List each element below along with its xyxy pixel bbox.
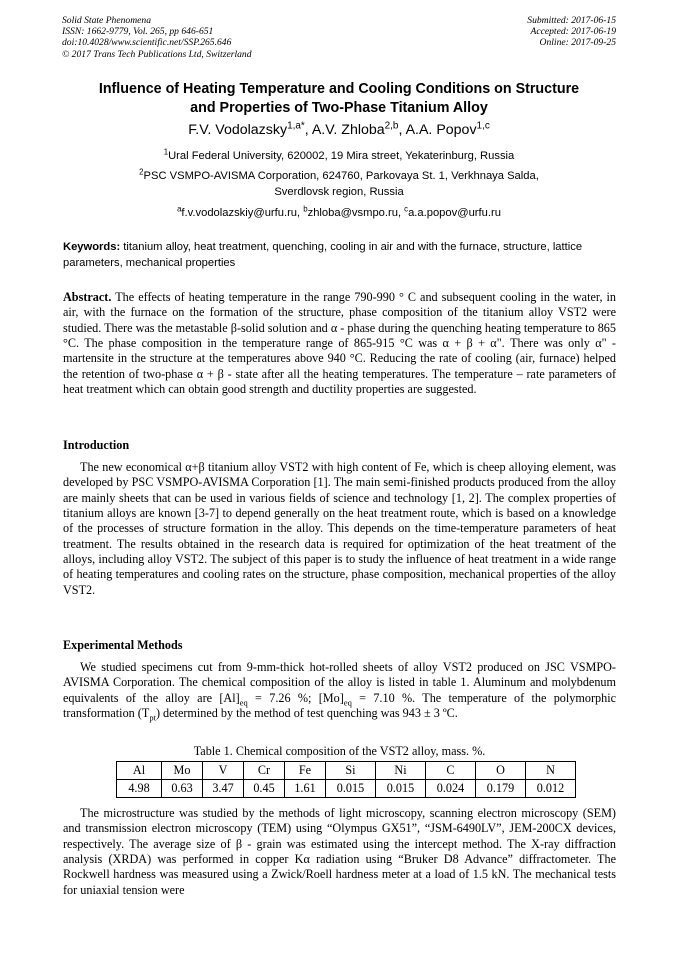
introduction-paragraph: The new economical α+β titanium alloy VST2 with high content of Fe, which is cheep alloying element, was developed by PSC VSMPO-AVISMA Corporation [1]. The main semi-finished products produced from the alloy are mainly sheets that can be used in various fields of science and technology [1, 2]. The complex properties of titanium alloys are known [3-7] to depend generally on the heat treatment route, which is based on a knowledge of the processes of structure formation in the alloy. This depends on the time-temperature parameters of heat treatment. The results obtained in the research data is required for optimization of the heat treatment of the alloys, including alloy VST2. The subject of this paper is to study the influence of heat treatment in a wide range of heating temperatures and cooling rates on the structure, phase composition, mechanical properties of the alloy VST2. bbox=[63, 460, 616, 597]
table-row bbox=[117, 780, 576, 798]
issn-line: ISSN: 1662-9779, Vol. 265, pp 646-651 bbox=[62, 26, 214, 38]
author-affil-mark: 2,b bbox=[384, 120, 399, 132]
dates-header bbox=[527, 15, 616, 49]
subscript-pt: pt bbox=[149, 712, 156, 723]
author-name: F.V. Vodolazsky bbox=[188, 122, 288, 138]
table-cell: 1.61 bbox=[285, 780, 326, 798]
table-cell: 3.47 bbox=[203, 780, 244, 798]
email-mark: b bbox=[303, 204, 308, 214]
accepted-date: Accepted: 2017-06-19 bbox=[530, 26, 616, 38]
author-affil-mark: 1,a* bbox=[287, 120, 305, 132]
table-cell: 0.012 bbox=[526, 780, 576, 798]
experimental-text: = 7.26 %; [Mo] bbox=[247, 690, 344, 705]
table-caption: Table 1. Chemical composition of the VST2 alloy, mass. %. bbox=[193, 744, 486, 758]
affiliation-1 bbox=[40, 148, 638, 164]
experimental-text: We studied specimens cut from 9-mm-thick hot-rolled sheets of alloy VST2 produced on JSC VSMPO-AVISMA Corporation. The chemical composition of the alloy is listed in table 1. Aluminum and molybdenum equivalents of the alloy are [Al] bbox=[63, 660, 616, 705]
table-header-cell: Si bbox=[326, 762, 376, 780]
email-text: f.v.vodolazskiy@urfu.ru, bbox=[181, 207, 304, 219]
experimental-heading: Experimental Methods bbox=[63, 638, 183, 652]
table-cell: 0.45 bbox=[244, 780, 285, 798]
table-header-cell: Cr bbox=[244, 762, 285, 780]
paper-title bbox=[40, 80, 638, 118]
experimental-paragraph bbox=[63, 660, 616, 721]
table-header-cell: Ni bbox=[376, 762, 426, 780]
keywords-text: titanium alloy, heat treatment, quenching, cooling in air and with the furnace, structure, lattice parameters, mechanical properties bbox=[63, 241, 583, 269]
journal-header bbox=[62, 15, 252, 60]
table-cell: 0.63 bbox=[162, 780, 203, 798]
abstract-text: The effects of heating temperature in the range 790-990 ° C and subsequent cooling in the water, in air, with the furnace on the formation of the structure, phase composition of the titanium alloy VST2 were studied. There was the metastable β-solid solution and α - phase during the quenching heating temperature to 865 °C. The phase composition in the temperature range of 865-915 °C was α + β + α". There was only α" - martensite in the structure at the temperatures above 940 °C. Reducing the rate of cooling (air, furnace) helped the retention of two-phase α + β - state after all the heating temperatures. The temperature – rate parameters of heat treatment which can obtain good strength and ductility properties are suggested. bbox=[63, 290, 616, 397]
table-header-cell: O bbox=[476, 762, 526, 780]
affil-mark: 2 bbox=[139, 167, 144, 177]
experimental-text: ) determined by the method of test quenching was 943 ± 3 ºC. bbox=[155, 706, 458, 721]
table-cell: 0.015 bbox=[326, 780, 376, 798]
table-header-cell: Mo bbox=[162, 762, 203, 780]
abstract bbox=[63, 290, 616, 397]
affil-text: Ural Federal University, 620002, 19 Mira street, Yekaterinburg, Russia bbox=[168, 150, 515, 162]
email-list bbox=[40, 205, 638, 221]
table-cell: 0.179 bbox=[476, 780, 526, 798]
submitted-date: Submitted: 2017-06-15 bbox=[527, 15, 616, 26]
table-cell: 0.015 bbox=[376, 780, 426, 798]
table-header-row bbox=[117, 762, 576, 780]
table-header-cell: V bbox=[203, 762, 244, 780]
author-name: A.A. Popov bbox=[405, 122, 477, 138]
subscript-eq: eq bbox=[343, 697, 352, 708]
subscript-eq: eq bbox=[239, 697, 248, 708]
doi-line: doi:10.4028/www.scientific.net/SSP.265.646 bbox=[62, 37, 232, 49]
abstract-label: Abstract. bbox=[63, 290, 112, 304]
table-header-cell: N bbox=[526, 762, 576, 780]
affil-text: Sverdlovsk region, Russia bbox=[274, 186, 404, 198]
author-name: A.V. Zhloba bbox=[311, 122, 385, 138]
affil-text: PSC VSMPO-AVISMA Corporation, 624760, Parkovaya St. 1, Verkhnaya Salda, bbox=[143, 170, 539, 182]
title-line-2: and Properties of Two-Phase Titanium Alloy bbox=[190, 100, 488, 116]
experimental-text: = 7.10 %. The temperature of the polymorphic transformation (T bbox=[63, 690, 616, 721]
table-cell: 4.98 bbox=[117, 780, 162, 798]
table-header-cell: Al bbox=[117, 762, 162, 780]
table-header-cell: Fe bbox=[285, 762, 326, 780]
microstructure-paragraph: The microstructure was studied by the methods of light microscopy, scanning electron microscopy (SEM) and transmission electron microscopy (TEM) using “Olympus GX51”, “JSM-6490LV”, JEM-200CX devices, respectively. The average size of β - grain was estimated using the intercept method. The X-ray diffraction analysis (XRDA) was performed in copper Kα radiation using “Bruker D8 Advance” diffractometer. The Rockwell hardness was measured using a Zwick/Roell hardness meter at a load of 1.5 kN. The mechanical tests for uniaxial tension were bbox=[63, 806, 616, 897]
author-list: F.V. Vodolazsky$^{1,a*}$, A.V. Zhloba$^{2,b}$, A.A. Popov$^{1,c}$ bbox=[188, 120, 490, 138]
online-date: Online: 2017-09-25 bbox=[539, 37, 616, 49]
table-header-cell: C bbox=[426, 762, 476, 780]
affiliation-2 bbox=[40, 168, 638, 200]
affil-mark: 1 bbox=[163, 147, 169, 157]
keywords bbox=[63, 240, 616, 271]
email-mark: a bbox=[177, 204, 182, 214]
copyright-line: © 2017 Trans Tech Publications Ltd, Switzerland bbox=[62, 48, 252, 60]
email-mark: c bbox=[404, 204, 409, 214]
table-cell: 0.024 bbox=[426, 780, 476, 798]
email-text: zhloba@vsmpo.ru, bbox=[307, 207, 405, 219]
keywords-label: Keywords: bbox=[63, 241, 121, 253]
author-affil-mark: 1,c bbox=[476, 120, 490, 132]
journal-name: Solid State Phenomena bbox=[62, 15, 151, 26]
chemical-composition-table bbox=[116, 761, 576, 798]
title-line-1: Influence of Heating Temperature and Cooling Conditions on Structure bbox=[98, 81, 580, 97]
introduction-heading: Introduction bbox=[63, 438, 130, 452]
email-text: a.a.popov@urfu.ru bbox=[408, 207, 501, 219]
